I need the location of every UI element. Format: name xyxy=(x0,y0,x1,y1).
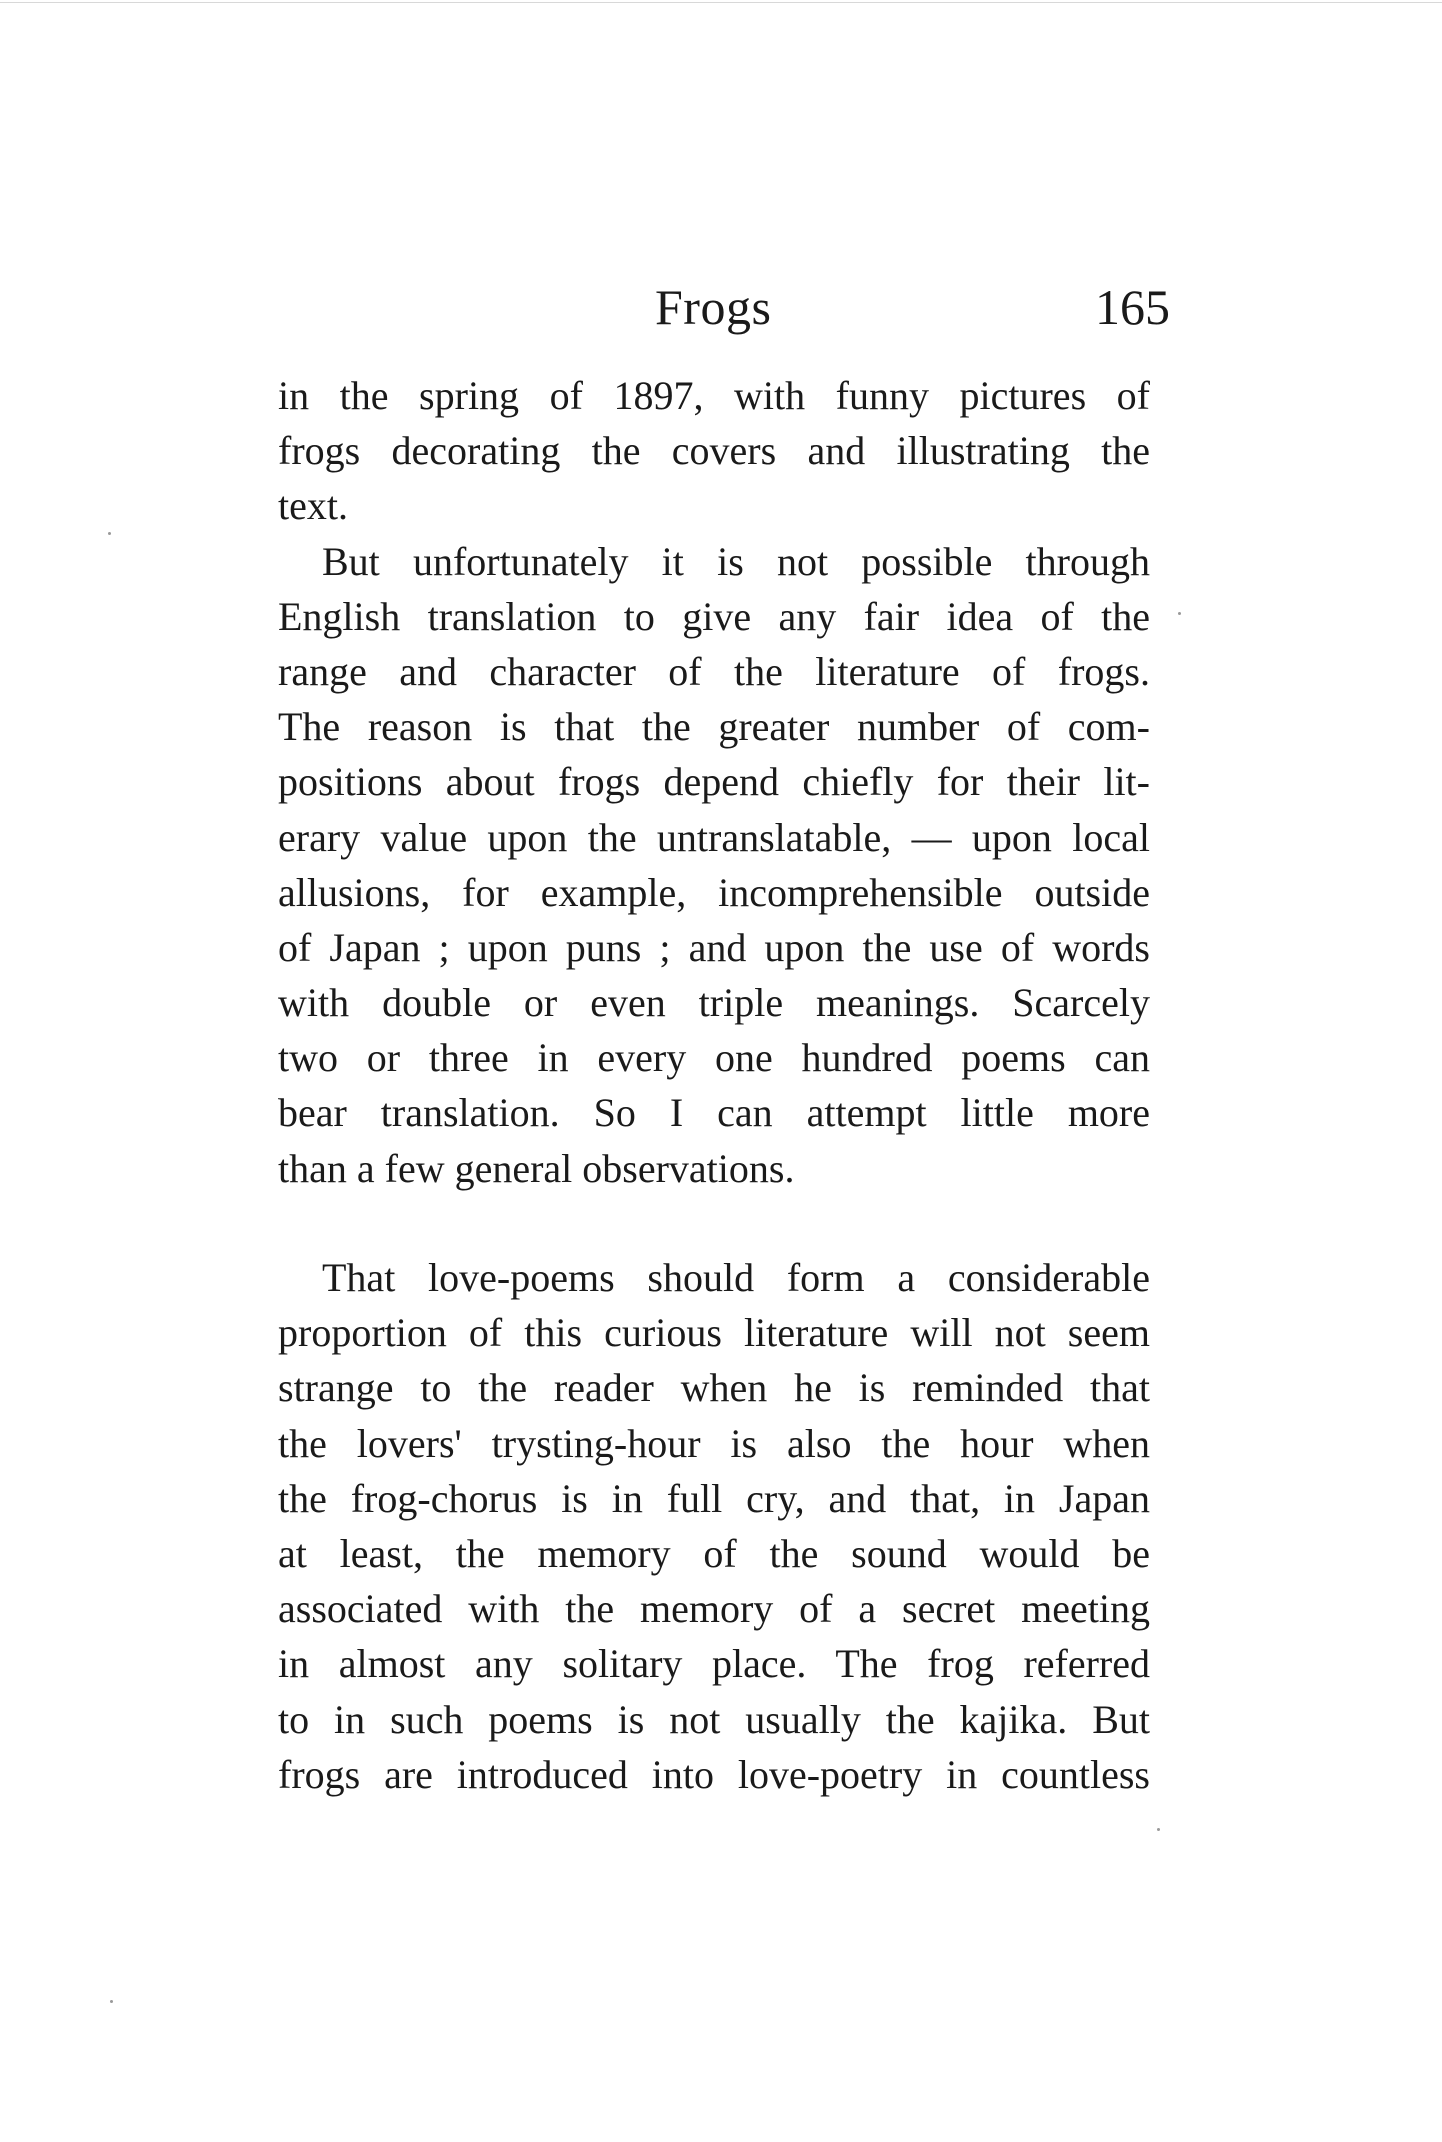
text-line: to in such poems is not usually the kajika. But xyxy=(278,1696,1150,1742)
text-line: the frog-chorus is in full cry, and that, in Japan xyxy=(278,1475,1150,1521)
running-head xyxy=(0,272,1442,342)
text-line: frogs decorating the covers and illustrating the xyxy=(278,428,1150,474)
text-block-upper xyxy=(278,368,1150,1196)
text-line: at least, the memory of the sound would be xyxy=(278,1530,1150,1576)
page-number: 165 xyxy=(1095,279,1170,335)
scan-speck xyxy=(1157,1828,1160,1831)
text-line: associated with the memory of a secret meeting xyxy=(278,1586,1150,1632)
text-line: bear translation. So I can attempt little more xyxy=(278,1090,1150,1136)
text-line: two or three in every one hundred poems can xyxy=(278,1035,1150,1081)
text-line: in almost any solitary place. The frog referred xyxy=(278,1641,1150,1687)
text-line: than a few general observations. xyxy=(278,1145,795,1191)
text-line: text. xyxy=(278,483,348,529)
text-line: That love-poems should form a considerable xyxy=(322,1255,1150,1300)
paragraph xyxy=(278,368,1150,534)
scan-edge-line xyxy=(0,2,1442,3)
text-line: proportion of this curious literature will not seem xyxy=(278,1310,1150,1356)
text-line: The reason is that the greater number of com- xyxy=(278,704,1150,750)
scan-speck xyxy=(108,532,111,535)
text-line: frogs are introduced into love-poetry in countless xyxy=(278,1751,1150,1797)
paragraph xyxy=(278,534,1150,1196)
text-line: English translation to give any fair idea of the xyxy=(278,593,1150,639)
text-line: the lovers' trysting-hour is also the hour when xyxy=(278,1420,1150,1466)
text-line: in the spring of 1897, with funny pictures of xyxy=(278,373,1150,418)
text-line: positions about frogs depend chiefly for their lit- xyxy=(278,759,1150,805)
chapter-title: Frogs xyxy=(655,279,772,335)
text-line: erary value upon the untranslatable, — upon local xyxy=(278,814,1150,860)
paragraph xyxy=(278,1250,1150,1802)
text-line: But unfortunately it is not possible through xyxy=(322,538,1150,584)
text-line: allusions, for example, incomprehensible outside xyxy=(278,869,1150,915)
text-block-lower xyxy=(278,1250,1150,1802)
scan-speck xyxy=(1178,612,1181,615)
text-line: of Japan ; upon puns ; and upon the use of words xyxy=(278,924,1150,970)
text-line: strange to the reader when he is reminded that xyxy=(278,1365,1150,1411)
text-line: with double or even triple meanings. Scarcely xyxy=(278,980,1150,1026)
text-line: range and character of the literature of frogs. xyxy=(278,648,1150,694)
scan-speck xyxy=(110,2000,113,2003)
